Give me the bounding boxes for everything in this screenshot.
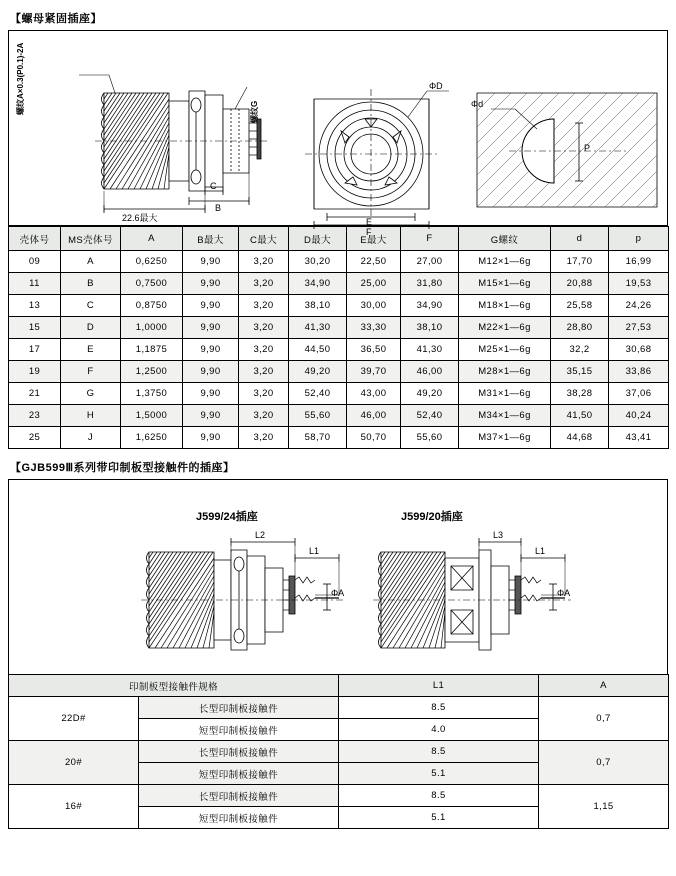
cell-l1: 5.1 — [339, 763, 539, 785]
figure1-dim-p: P — [584, 143, 591, 153]
cell: 43,00 — [347, 383, 401, 405]
cell: M37×1—6g — [459, 427, 551, 449]
cell: 3,20 — [239, 383, 289, 405]
table-header-row — [9, 227, 669, 251]
cell: 49,20 — [289, 361, 347, 383]
cell: 1,1875 — [121, 339, 183, 361]
cell: 34,90 — [289, 273, 347, 295]
cell: 0,6250 — [121, 251, 183, 273]
cell-l1: 8.5 — [339, 785, 539, 807]
cell: 41,50 — [551, 405, 609, 427]
cell: 30,20 — [289, 251, 347, 273]
cell: 0,7500 — [121, 273, 183, 295]
cell-a: 1,15 — [539, 785, 669, 829]
th-p: p — [609, 227, 669, 251]
table-row — [9, 295, 669, 317]
figure1-dim-phi-d: ΦD — [429, 81, 443, 91]
figure1-dim-f: F — [366, 227, 372, 237]
th-a: A — [539, 675, 669, 697]
shell-size-table — [8, 226, 669, 449]
figure1-dim-e: E — [366, 217, 373, 227]
cell: 33,86 — [609, 361, 669, 383]
figure2-dim-l3: L3 — [493, 530, 504, 540]
cell: M15×1—6g — [459, 273, 551, 295]
cell: M18×1—6g — [459, 295, 551, 317]
cell: 49,20 — [401, 383, 459, 405]
cell: 28,80 — [551, 317, 609, 339]
cell: 30,00 — [347, 295, 401, 317]
figure1-dim-226: 22.6最大 — [122, 213, 158, 223]
cell: M28×1—6g — [459, 361, 551, 383]
cell: 1,3750 — [121, 383, 183, 405]
cell-l1: 4.0 — [339, 719, 539, 741]
cell-size: 16# — [9, 785, 139, 829]
pcb-contact-table — [8, 674, 669, 829]
table-row — [9, 251, 669, 273]
th-d-small: d — [551, 227, 609, 251]
table-row — [9, 785, 669, 807]
cell: 11 — [9, 273, 61, 295]
cell: M34×1—6g — [459, 405, 551, 427]
cell: 9,90 — [183, 383, 239, 405]
cell: 3,20 — [239, 317, 289, 339]
figure2-drawing — [9, 480, 667, 675]
cell: M22×1—6g — [459, 317, 551, 339]
figure2-dim-l2: L2 — [255, 530, 266, 540]
cell: 40,24 — [609, 405, 669, 427]
cell: 3,20 — [239, 427, 289, 449]
cell: 39,70 — [347, 361, 401, 383]
cell: 36,50 — [347, 339, 401, 361]
figure2-dim-phi-a-left: ΦA — [331, 588, 345, 598]
cell: 3,20 — [239, 273, 289, 295]
cell: 41,30 — [289, 317, 347, 339]
cell: 25,58 — [551, 295, 609, 317]
cell: 3,20 — [239, 339, 289, 361]
cell: 1,2500 — [121, 361, 183, 383]
figure2-dim-l1-left: L1 — [309, 546, 320, 556]
cell: 9,90 — [183, 295, 239, 317]
cell: 31,80 — [401, 273, 459, 295]
cell: 55,60 — [401, 427, 459, 449]
table-row — [9, 273, 669, 295]
cell: D — [61, 317, 121, 339]
cell: 09 — [9, 251, 61, 273]
cell: F — [61, 361, 121, 383]
cell: M12×1—6g — [459, 251, 551, 273]
cell: 38,10 — [289, 295, 347, 317]
section-title-nut-mount: 【螺母紧固插座】 — [10, 13, 102, 25]
table-row — [9, 427, 669, 449]
cell: 19,53 — [609, 273, 669, 295]
cell: 46,00 — [401, 361, 459, 383]
cell: 35,15 — [551, 361, 609, 383]
figure2-dim-l1-right: L1 — [535, 546, 546, 556]
table-header-row — [9, 675, 669, 697]
cell-type: 长型印制板接触件 — [139, 741, 339, 763]
figure2-dim-phi-a-right: ΦA — [557, 588, 571, 598]
th-a: A — [121, 227, 183, 251]
cell: M31×1—6g — [459, 383, 551, 405]
cell: 9,90 — [183, 317, 239, 339]
cell: 9,90 — [183, 405, 239, 427]
cell: 3,20 — [239, 251, 289, 273]
cell-l1: 8.5 — [339, 741, 539, 763]
figure-nut-mount-receptacle — [8, 30, 668, 237]
cell: 43,41 — [609, 427, 669, 449]
cell-size: 20# — [9, 741, 139, 785]
cell: H — [61, 405, 121, 427]
cell: 9,90 — [183, 273, 239, 295]
cell-a: 0,7 — [539, 697, 669, 741]
th-d-max: D最大 — [289, 227, 347, 251]
cell: 37,06 — [609, 383, 669, 405]
figure1-dim-phi-d-small: Φd — [471, 99, 484, 109]
cell: A — [61, 251, 121, 273]
cell-type: 短型印制板接触件 — [139, 763, 339, 785]
figure1-dim-b: B — [215, 203, 222, 213]
figure-pcb-contact-receptacles — [8, 479, 668, 674]
figure1-drawing — [9, 31, 667, 225]
th-l1: L1 — [339, 675, 539, 697]
cell: 38,10 — [401, 317, 459, 339]
cell: B — [61, 273, 121, 295]
cell: 3,20 — [239, 295, 289, 317]
cell: 27,53 — [609, 317, 669, 339]
table-row — [9, 697, 669, 719]
cell-type: 长型印制板接触件 — [139, 697, 339, 719]
cell: 9,90 — [183, 361, 239, 383]
cell: J — [61, 427, 121, 449]
cell: 34,90 — [401, 295, 459, 317]
table-row — [9, 317, 669, 339]
cell: 17 — [9, 339, 61, 361]
cell: 17,70 — [551, 251, 609, 273]
cell: 33,30 — [347, 317, 401, 339]
cell: 21 — [9, 383, 61, 405]
figure2-left-title: J599/24插座 — [196, 511, 258, 523]
table-row — [9, 741, 669, 763]
cell: 32,2 — [551, 339, 609, 361]
cell: 58,70 — [289, 427, 347, 449]
cell: 23 — [9, 405, 61, 427]
table-row — [9, 405, 669, 427]
cell-l1: 5.1 — [339, 807, 539, 829]
cell: 52,40 — [289, 383, 347, 405]
cell: G — [61, 383, 121, 405]
cell: 38,28 — [551, 383, 609, 405]
cell: 1,0000 — [121, 317, 183, 339]
cell: 20,88 — [551, 273, 609, 295]
cell: 1,5000 — [121, 405, 183, 427]
cell: 24,26 — [609, 295, 669, 317]
cell: 55,60 — [289, 405, 347, 427]
figure1-thread-a-label: 螺纹A×0.3(P0.1)-2A — [16, 42, 25, 115]
figure1-thread-g-label: 螺纹G — [250, 100, 259, 123]
cell-a: 0,7 — [539, 741, 669, 785]
cell-size: 22D# — [9, 697, 139, 741]
table-row — [9, 383, 669, 405]
cell: 46,00 — [347, 405, 401, 427]
cell: 27,00 — [401, 251, 459, 273]
cell: 3,20 — [239, 361, 289, 383]
cell: 15 — [9, 317, 61, 339]
cell: 9,90 — [183, 339, 239, 361]
cell-type: 长型印制板接触件 — [139, 785, 339, 807]
cell: 25 — [9, 427, 61, 449]
th-c-max: C最大 — [239, 227, 289, 251]
table-row — [9, 339, 669, 361]
th-pcb-spec: 印制板型接触件规格 — [9, 675, 339, 697]
section-title-pcb-contacts: 【GJB599Ⅲ系列带印制板型接触件的插座】 — [10, 462, 235, 474]
cell: 3,20 — [239, 405, 289, 427]
cell: 19 — [9, 361, 61, 383]
figure2-right-title: J599/20插座 — [401, 511, 463, 523]
th-e-max: E最大 — [347, 227, 401, 251]
cell: 13 — [9, 295, 61, 317]
th-g-thread: G螺纹 — [459, 227, 551, 251]
cell: 41,30 — [401, 339, 459, 361]
cell-type: 短型印制板接触件 — [139, 719, 339, 741]
cell: 44,68 — [551, 427, 609, 449]
cell: 1,6250 — [121, 427, 183, 449]
cell: 30,68 — [609, 339, 669, 361]
cell: 9,90 — [183, 427, 239, 449]
th-ms-shell-no: MS壳体号 — [61, 227, 121, 251]
cell: 44,50 — [289, 339, 347, 361]
cell-l1: 8.5 — [339, 697, 539, 719]
th-b-max: B最大 — [183, 227, 239, 251]
cell-type: 短型印制板接触件 — [139, 807, 339, 829]
th-f: F — [401, 227, 459, 251]
th-shell-no: 壳体号 — [9, 227, 61, 251]
cell: E — [61, 339, 121, 361]
cell: C — [61, 295, 121, 317]
figure1-dim-c: C — [210, 181, 217, 191]
cell: 22,50 — [347, 251, 401, 273]
cell: 52,40 — [401, 405, 459, 427]
cell: 50,70 — [347, 427, 401, 449]
cell: M25×1—6g — [459, 339, 551, 361]
cell: 9,90 — [183, 251, 239, 273]
cell: 0,8750 — [121, 295, 183, 317]
cell: 16,99 — [609, 251, 669, 273]
cell: 25,00 — [347, 273, 401, 295]
table-row — [9, 361, 669, 383]
